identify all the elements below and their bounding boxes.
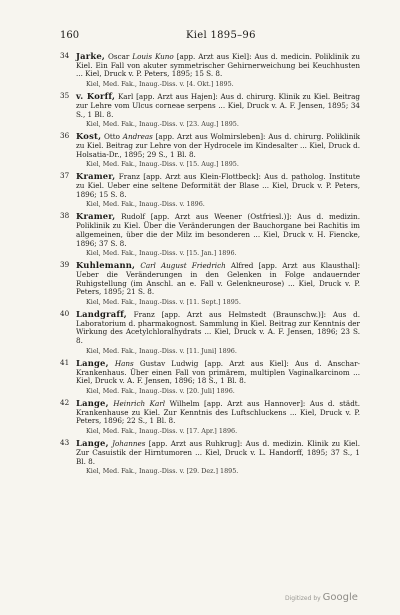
entry-body <box>76 439 360 466</box>
entry-number: 41 <box>60 357 70 367</box>
author-surname: Jarke, <box>76 51 106 61</box>
dissertation-list <box>50 52 360 479</box>
entry-description: [app. Arzt aus Helmstedt (Braunschw.)]: Aus d. Laboratorium d. pharmakognost. Sammlung in Kiel. Beitrag zur Kenntnis der Wirkung des Acetylchloralhydrats ... Kiel, Druck v. A. F. Jensen, 1896; 23 S. 8. <box>76 310 360 346</box>
dissertation-note: Kiel, Med. Fak., Inaug.-Diss. v. [23. Aug.] 1895. <box>86 120 239 129</box>
entry-description: Alfred [app. Arzt aus Klausthal]: Ueber die Veränderungen in den Gelenken in Folge andauernder Ruhigstellung (im Anschl. an e. Fall v. Gelenkneurose) ... Kiel, Druck v. P. Peters, 1895; 21 S. 8. <box>76 261 360 297</box>
entry-body <box>76 261 360 297</box>
entry-description: [app. Arzt aus Kiel]: Aus d. medicin. Poliklinik zu Kiel. Ein Fall von akuter symmetrischer Gehirnerweichung bei Keuchhusten ... Kiel, Druck v. P. Peters, 1895; 15 S. 8. <box>76 52 360 79</box>
author-surname: Kuhlemann, <box>76 260 136 271</box>
entry-description: [app. Arzt aus Wolmirsleben]: Aus d. chirurg. Poliklinik zu Kiel. Beitrag zur Lehre von der Hydrocele im Kindesalter ... Kiel, Druck d. Holsatia-Dr., 1895; 29 S., 1 Bl. 8. <box>76 132 360 159</box>
entry-body <box>76 359 360 386</box>
author-surname: Kramer, <box>76 211 116 222</box>
author-full-name: Heinrich Karl <box>113 398 166 408</box>
list-item <box>50 261 360 306</box>
entry-number: 38 <box>60 211 70 221</box>
dissertation-note: Kiel, Med. Fak., Inaug.-Diss. v. 1896. <box>86 200 205 209</box>
author-full-name: Johannes <box>112 439 146 449</box>
entry-body <box>76 310 360 346</box>
entry-number: 36 <box>60 131 70 141</box>
entry-description: [app. Arzt aus Hajen]: Aus d. chirurg. Klinik zu Kiel. Beitrag zur Lehre vom Ulcus corneae serpens ... Kiel, Druck v. A. F. Jensen, 1895; 34 S., 1 Bl. 8. <box>76 92 360 119</box>
list-item <box>50 439 360 475</box>
author-full-name: Carl August Friedrich <box>140 261 226 271</box>
entry-body <box>76 212 360 248</box>
google-watermark <box>285 592 358 603</box>
author-surname: Landgraff, <box>76 309 127 320</box>
running-title: Kiel 1895–96 <box>186 30 256 41</box>
dissertation-note: Kiel, Med. Fak., Inaug.-Diss. v. [20. Juli] 1896. <box>86 386 235 395</box>
entry-body <box>76 52 360 79</box>
list-item <box>50 52 360 88</box>
watermark-brand: Google <box>322 592 358 603</box>
list-item <box>50 359 360 395</box>
entry-description: Gustav Ludwig [app. Arzt aus Kiel]: Aus d. Anschar-Krankenhaus. Über einen Fall von primärem, multiplen Vaginalkarcinom ... Kiel, Druck v. A. F. Jensen, 1896; 18 S., 1 Bl. 8. <box>76 358 360 386</box>
dissertation-note: Kiel, Med. Fak., Inaug.-Diss. v. [11. Juni] 1896. <box>86 346 237 355</box>
author-full-name: Andreas <box>122 132 153 142</box>
page-header <box>60 30 360 44</box>
watermark-prefix: Digitized by <box>285 595 321 602</box>
entry-number: 39 <box>60 260 70 270</box>
entry-description: [app. Arzt aus Klein-Flottbeck]: Aus d. patholog. Institute zu Kiel. Ueber eine seltene Deformität der Blase ... Kiel, Druck v. P. Peters, 1896; 15 S. 8. <box>76 172 360 199</box>
entry-number: 42 <box>60 397 70 407</box>
dissertation-note: Kiel, Med. Fak., Inaug.-Diss. v. [29. Dez.] 1895. <box>86 467 239 476</box>
page-number: 160 <box>60 30 80 41</box>
list-item <box>50 212 360 257</box>
entry-number: 40 <box>60 309 70 319</box>
entry-body <box>76 172 360 199</box>
author-surname: Kost, <box>76 131 102 142</box>
list-item <box>50 399 360 435</box>
list-item <box>50 132 360 168</box>
dissertation-note: Kiel, Med. Fak., Inaug.-Diss. v. [15. Aug.] 1895. <box>86 160 239 169</box>
dissertation-note: Kiel, Med. Fak., Inaug.-Diss. v. [11. Sept.] 1895. <box>86 298 241 307</box>
author-given-name: Karl <box>117 92 134 102</box>
dissertation-note: Kiel, Med. Fak., Inaug.-Diss. v. [17. Apr.] 1896. <box>86 427 238 436</box>
author-given-name: Oscar <box>108 52 130 61</box>
entry-body <box>76 92 360 119</box>
author-given-name: Franz <box>118 172 140 182</box>
dissertation-note: Kiel, Med. Fak., Inaug.-Diss. v. [4. Okt.] 1895. <box>86 80 234 89</box>
entry-number: 37 <box>60 171 70 181</box>
entry-description: [app. Arzt aus Weener (Ostfriesl.)]: Aus d. medizin. Poliklinik zu Kiel. Über die Veränderungen der Bauchorgane bei Rachitis im allgemeinen, über die der Milz im besonderen ... Kiel, Druck v. H. Fiencke, 1896; 37 S. 8. <box>76 212 360 248</box>
list-item <box>50 172 360 208</box>
author-surname: Kramer, <box>76 171 116 182</box>
entry-description: Wilhelm [app. Arzt aus Hannover]: Aus d. städt. Krankenhause zu Kiel. Zur Kenntnis des Luftschluckens ... Kiel, Druck v. P. Peters, 1896; 22 S., 1 Bl. 8. <box>76 398 360 426</box>
author-given-name: Otto <box>103 132 120 142</box>
author-full-name: Hans <box>114 358 134 368</box>
list-item <box>50 92 360 128</box>
author-surname: Lange, <box>76 438 109 449</box>
author-surname: Lange, <box>76 397 109 408</box>
entry-number: 43 <box>60 438 70 448</box>
list-item <box>50 310 360 355</box>
entry-body <box>76 399 360 426</box>
author-given-name: Franz <box>133 310 155 320</box>
dissertation-note: Kiel, Med. Fak., Inaug.-Diss. v. [15. Jan.] 1896. <box>86 249 237 258</box>
entry-description: [app. Arzt aus Ruhkrug]: Aus d. medizin. Klinik zu Kiel. Zur Casuistik der Hirntumoren ... Kiel, Druck v. L. Handorff, 1895; 37 S., 1 Bl. 8. <box>76 439 360 466</box>
author-surname: Lange, <box>76 357 109 368</box>
author-given-name: Rudolf <box>121 212 146 222</box>
author-full-name: Louis Kuno <box>132 52 174 61</box>
entry-number: 35 <box>60 91 70 101</box>
author-surname: v. Korff, <box>76 91 116 102</box>
entry-number: 34 <box>60 51 70 60</box>
entry-body <box>76 132 360 159</box>
